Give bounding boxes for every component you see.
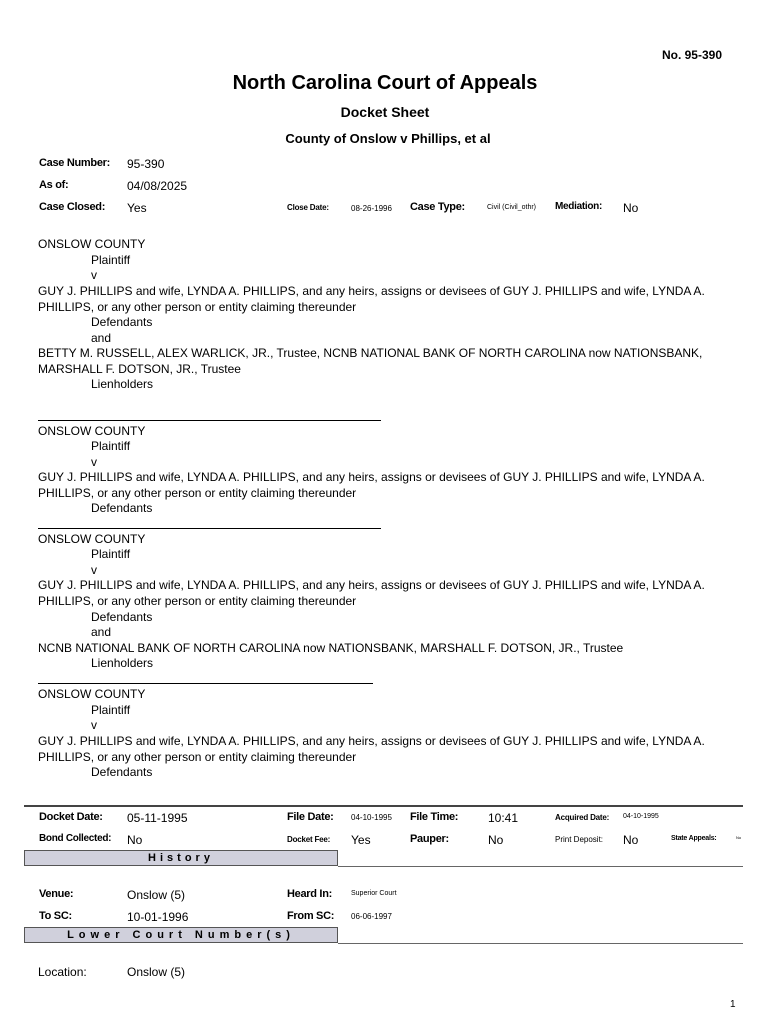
state-appeals-label: State Appeals: [671,835,717,842]
mediation-label: Mediation: [555,201,602,212]
docket-fee-value: Yes [351,833,371,847]
print-deposit-value: No [623,833,639,847]
court-title: North Carolina Court of Appeals [232,72,538,94]
pauper-value: No [488,833,504,847]
docket-top-rule [24,805,743,807]
versus: v [91,455,97,469]
defendants-role: Defendants [91,501,153,515]
close-date-label: Close Date: [287,203,329,212]
case-title: County of Onslow v Phillips, et al [285,131,491,146]
venue-value: Onslow (5) [127,888,186,902]
venue-label: Venue: [39,888,74,900]
acquired-date-value: 04-10-1995 [623,813,659,820]
as-of-value: 04/08/2025 [127,179,188,193]
separator-line [38,420,381,421]
defendants-names: GUY J. PHILLIPS and wife, LYNDA A. PHILLIPS, and any heirs, assigns or devisees of GUY J. PHILLIPS and wife, LYNDA A. PHILLIPS, or any other person or entity claiming thereunder [38,284,705,314]
defendants-names: GUY J. PHILLIPS and wife, LYNDA A. PHILLIPS, and any heirs, assigns or devisees of GUY J. PHILLIPS and wife, LYNDA A. PHILLIPS, or any other person or entity claiming thereunder [38,578,705,608]
file-time-label: File Time: [410,811,459,823]
from-sc-label: From SC: [287,910,335,922]
plaintiff-role: Plaintiff [91,547,131,561]
separator-line [38,528,381,529]
lienholders-names: BETTY M. RUSSELL, ALEX WARLICK, JR., Trustee, NCNB NATIONAL BANK OF NORTH CAROLINA now NATIONSBANK, MARSHALL F. DOTSON, JR., Trustee [38,346,703,376]
plaintiff-name: ONSLOW COUNTY [38,237,146,251]
plaintiff-role: Plaintiff [91,439,131,453]
pauper-label: Pauper: [410,833,449,845]
file-date-label: File Date: [287,811,334,823]
history-rule [338,866,743,867]
docket-date-value: 05-11-1995 [127,811,188,825]
lower-court-rule [338,943,743,944]
location-value: Onslow (5) [127,965,186,979]
case-number-label: Case Number: [39,157,110,169]
close-date-value: 08-26-1996 [351,204,392,213]
as-of-label: As of: [39,179,69,191]
bond-collected-label: Bond Collected: [39,833,112,844]
page-number: 1 [730,999,736,1010]
defendants-names: GUY J. PHILLIPS and wife, LYNDA A. PHILLIPS, and any heirs, assigns or devisees of GUY J. PHILLIPS and wife, LYNDA A. PHILLIPS, or any other person or entity claiming thereunder [38,734,705,764]
plaintiff-role: Plaintiff [91,703,131,717]
versus: v [91,268,97,282]
case-type-label: Case Type: [410,201,465,213]
plaintiff-role: Plaintiff [91,253,131,267]
and-connector: and [91,625,112,639]
heard-in-label: Heard In: [287,888,332,900]
docket-date-label: Docket Date: [39,811,103,823]
case-closed-label: Case Closed: [39,201,106,213]
state-appeals-value: No [736,835,742,840]
lienholders-names: NCNB NATIONAL BANK OF NORTH CAROLINA now NATIONSBANK, MARSHALL F. DOTSON, JR., Trustee [38,641,624,655]
plaintiff-name: ONSLOW COUNTY [38,424,146,438]
file-time-value: 10:41 [488,811,519,825]
plaintiff-name: ONSLOW COUNTY [38,687,146,701]
to-sc-value: 10-01-1996 [127,910,189,924]
versus: v [91,563,97,577]
heard-in-value: Superior Court [351,890,397,897]
acquired-date-label: Acquired Date: [555,813,610,822]
lienholders-role: Lienholders [91,377,154,391]
case-type-value: Civil (Civil_othr) [487,204,537,211]
and-connector: and [91,331,112,345]
defendants-role: Defendants [91,765,153,779]
mediation-value: No [623,201,639,215]
defendants-names: GUY J. PHILLIPS and wife, LYNDA A. PHILLIPS, and any heirs, assigns or devisees of GUY J. PHILLIPS and wife, LYNDA A. PHILLIPS, or any other person or entity claiming thereunder [38,470,705,500]
document-subtitle: Docket Sheet [340,104,430,120]
lower-court-section-header: Lower Court Number(s) [24,927,338,943]
location-label: Location: [38,965,87,979]
file-date-value: 04-10-1995 [351,813,392,822]
to-sc-label: To SC: [39,910,72,922]
docket-fee-label: Docket Fee: [287,835,331,844]
bond-collected-value: No [127,833,143,847]
docket-number: No. 95-390 [661,48,722,62]
versus: v [91,718,97,732]
case-closed-value: Yes [127,201,147,215]
defendants-role: Defendants [91,610,153,624]
lienholders-role: Lienholders [91,656,154,670]
print-deposit-label: Print Deposit: [555,835,604,844]
defendants-role: Defendants [91,315,153,329]
case-number-value: 95-390 [127,157,165,171]
from-sc-value: 06-06-1997 [351,912,392,921]
separator-line [38,683,373,684]
plaintiff-name: ONSLOW COUNTY [38,532,146,546]
history-section-header: History [24,850,338,866]
